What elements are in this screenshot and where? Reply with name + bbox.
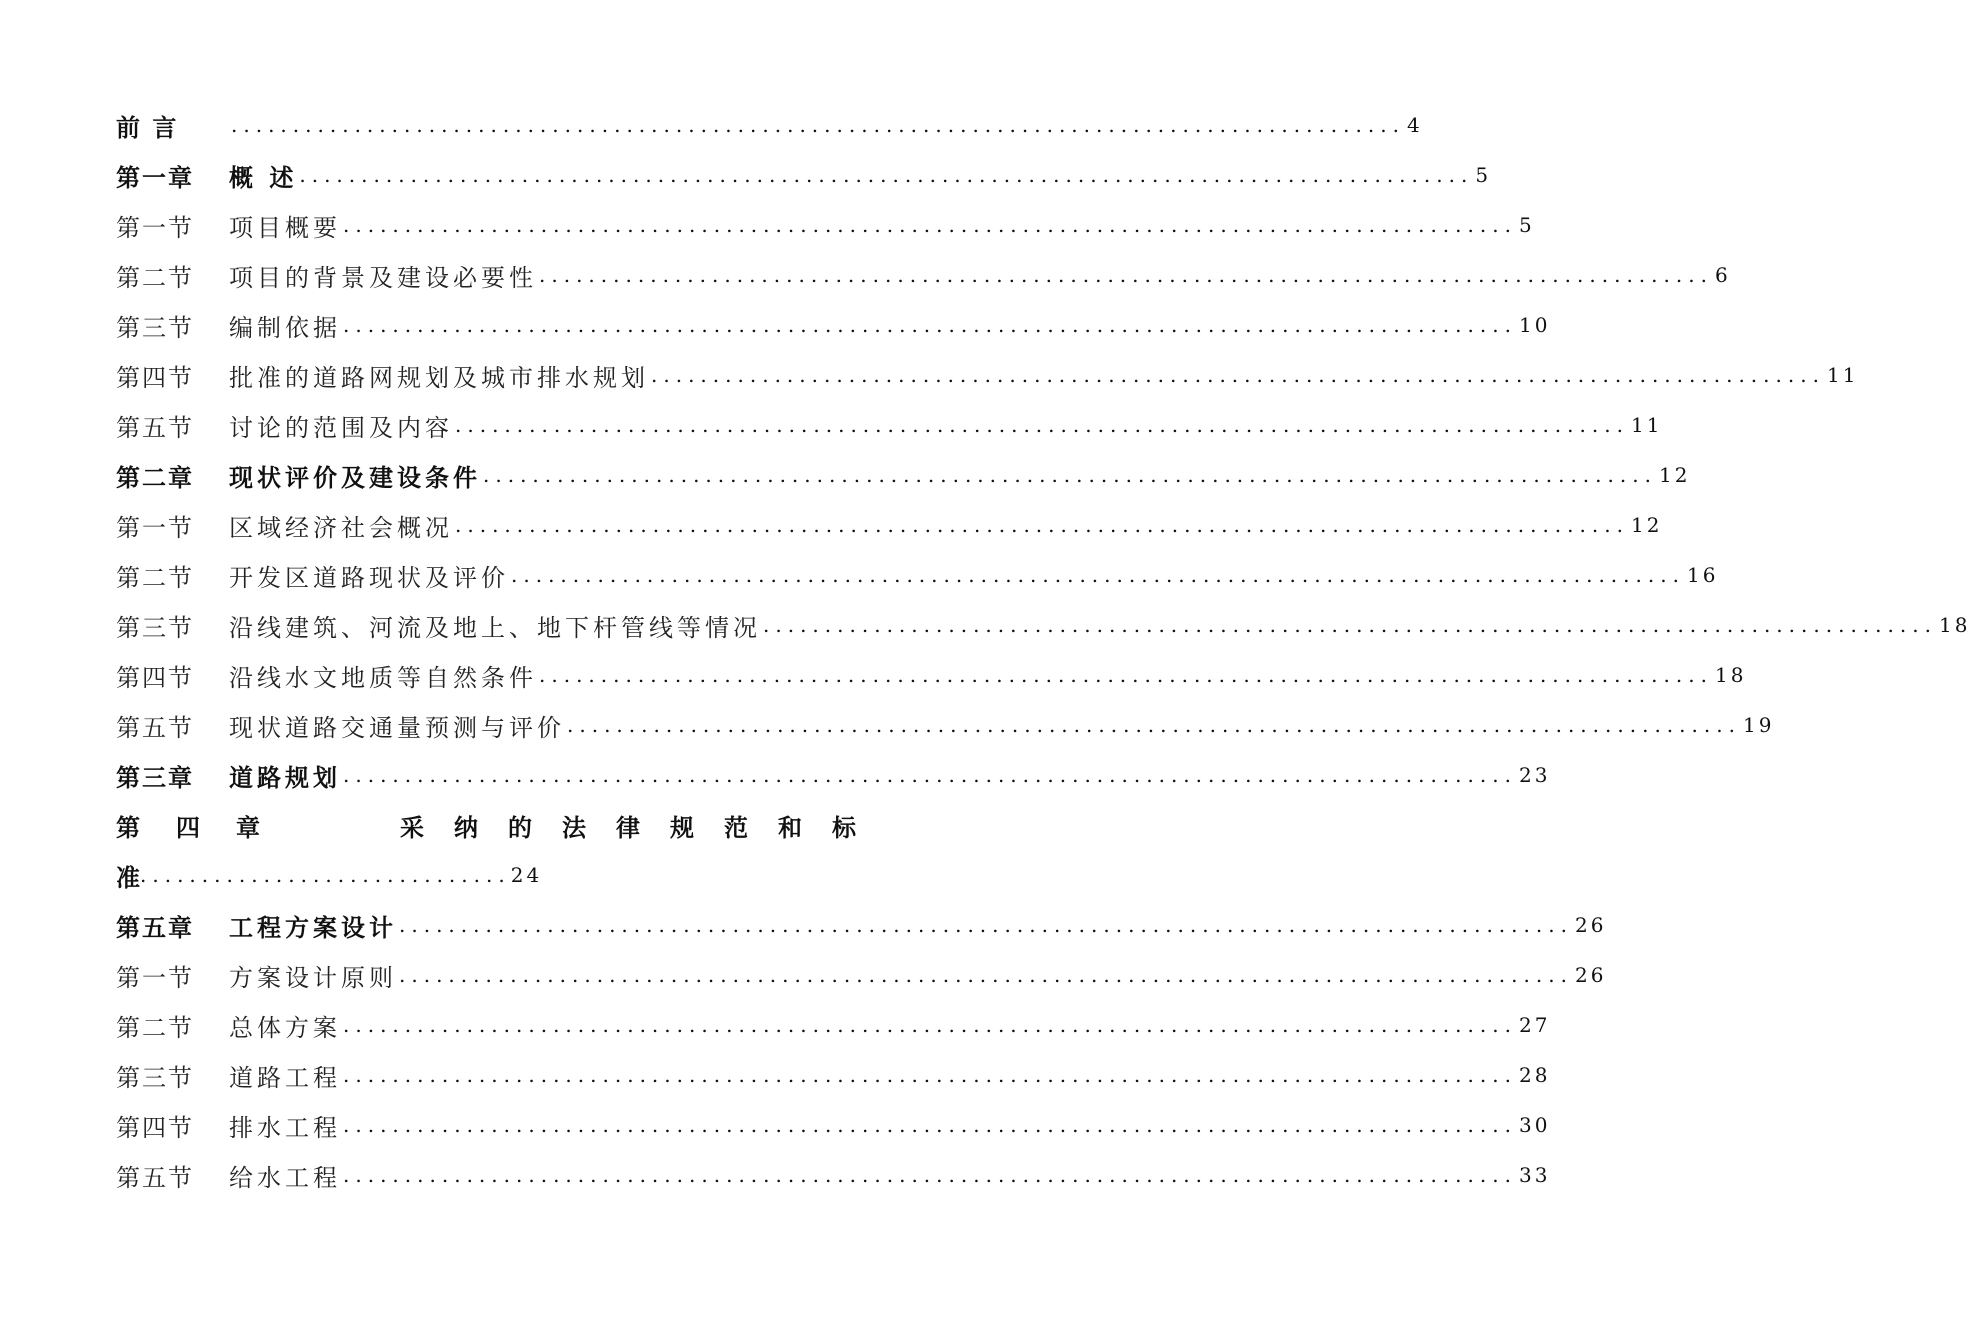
- page-number: 24: [510, 863, 543, 887]
- toc-entry-section[interactable]: [116, 650, 1747, 700]
- page-number: 23: [1518, 763, 1551, 787]
- page-number: 11: [1630, 413, 1663, 437]
- section-number: 第五节: [116, 413, 194, 442]
- toc-leader-dots: ...............................................................................................: [455, 513, 1629, 537]
- toc-entry-section[interactable]: [116, 250, 1731, 300]
- toc-leader-dots: ...............................................................................................: [651, 363, 1825, 387]
- chapter-number: 第一章: [116, 162, 194, 192]
- section-number: 第一节: [116, 213, 194, 242]
- toc-entry-section[interactable]: [116, 300, 1551, 350]
- section-number: 第四节: [116, 663, 194, 692]
- page-number: 33: [1518, 1163, 1551, 1187]
- chapter-4-title-char: 范: [724, 812, 748, 842]
- chapter-4-char: 章: [236, 812, 260, 842]
- page-number: 5: [1475, 163, 1492, 187]
- page-number: 10: [1518, 313, 1551, 337]
- toc-leader-dots: ...............................................................................................: [539, 663, 1713, 687]
- toc-entry-chapter-4-line1[interactable]: [116, 800, 856, 850]
- section-number: 第五节: [116, 1163, 194, 1192]
- toc-leader-dots: ...............................................................................................: [455, 413, 1629, 437]
- chapter-title: 道路规划: [229, 762, 341, 792]
- page-number: 11: [1826, 363, 1859, 387]
- section-title: 现状道路交通量预测与评价: [229, 713, 565, 742]
- section-number: 第一节: [116, 963, 194, 992]
- chapter-4-title-char: 律: [616, 812, 640, 842]
- section-title: 沿线水文地质等自然条件: [229, 663, 537, 692]
- toc-leader-dots: ...............................................................................................: [343, 213, 1517, 237]
- chapter-title: 现状评价及建设条件: [229, 462, 481, 492]
- chapter-4-title-char: 和: [778, 812, 802, 842]
- toc-entry-chapter-4-line2[interactable]: [116, 850, 830, 900]
- page-number: 26: [1574, 963, 1607, 987]
- toc-entry-section[interactable]: [116, 950, 1607, 1000]
- page-number: 5: [1518, 213, 1535, 237]
- section-title: 区域经济社会概况: [229, 513, 453, 542]
- chapter-4-title-char: 法: [562, 812, 586, 842]
- section-number: 第三节: [116, 313, 194, 342]
- section-number: 第二节: [116, 563, 194, 592]
- toc-leader-dots: ...............................................................................................: [399, 913, 1573, 937]
- toc-entry-chapter[interactable]: [116, 100, 1423, 150]
- section-number: 第二节: [116, 263, 194, 292]
- page-number: 12: [1658, 463, 1691, 487]
- chapter-4-char: 四: [176, 812, 200, 842]
- toc-leader-dots: ...............................................................................................: [763, 613, 1937, 637]
- section-number: 第三节: [116, 1063, 194, 1092]
- chapter-number: 第三章: [116, 762, 194, 792]
- chapter-4-title-char: 标: [832, 812, 856, 842]
- chapter-title: 工程方案设计: [229, 912, 397, 942]
- toc-entry-section[interactable]: [116, 1100, 1551, 1150]
- toc-leader-dots: ...............................................................................................: [399, 963, 1573, 987]
- table-of-contents: [116, 100, 1970, 1200]
- section-number: 第二节: [116, 1013, 194, 1042]
- toc-leader-dots: ...............................................................................................: [231, 113, 1405, 137]
- toc-entry-chapter[interactable]: [116, 750, 1551, 800]
- toc-entry-section[interactable]: [116, 350, 1859, 400]
- page-number: 27: [1518, 1013, 1551, 1037]
- section-number: 第三节: [116, 613, 194, 642]
- page-number: 12: [1630, 513, 1663, 537]
- section-title: 给水工程: [229, 1163, 341, 1192]
- page-number: 4: [1406, 113, 1423, 137]
- page-number: 16: [1686, 563, 1719, 587]
- toc-leader-dots: ...............................................................................................: [539, 263, 1713, 287]
- toc-leader-dots: ...............................................................................................: [299, 163, 1474, 187]
- section-title: 方案设计原则: [229, 963, 397, 992]
- section-title: 讨论的范围及内容: [229, 413, 453, 442]
- toc-entry-section[interactable]: [116, 1150, 1551, 1200]
- toc-entry-section[interactable]: [116, 1050, 1551, 1100]
- toc-entry-section[interactable]: [116, 600, 1970, 650]
- toc-entry-chapter[interactable]: [116, 900, 1607, 950]
- section-title: 开发区道路现状及评价: [229, 563, 509, 592]
- section-title: 总体方案: [229, 1013, 341, 1042]
- page-number: 6: [1714, 263, 1731, 287]
- page-number: 19: [1742, 713, 1775, 737]
- toc-leader-dots: ...............................................................................................: [343, 763, 1517, 787]
- toc-entry-section[interactable]: [116, 550, 1719, 600]
- chapter-4-title-char: 规: [670, 812, 694, 842]
- chapter-4-number: [116, 808, 260, 843]
- chapter-4-title-char: 采: [400, 812, 424, 842]
- chapter-4-title-char: 的: [508, 812, 532, 842]
- toc-entry-chapter[interactable]: [116, 450, 1691, 500]
- chapter-4-title-continuation: 准: [116, 862, 140, 892]
- toc-leader-dots: ...............................................................................................: [567, 713, 1741, 737]
- section-title: 道路工程: [229, 1063, 341, 1092]
- chapter-number: 第二章: [116, 462, 194, 492]
- page-number: 30: [1518, 1113, 1551, 1137]
- chapter-number: 第五章: [116, 912, 194, 942]
- toc-part-1: [116, 100, 1970, 800]
- toc-leader-dots: ...............................................................................................: [511, 563, 1685, 587]
- page-number: 28: [1518, 1063, 1551, 1087]
- chapter-4-title-char: 纳: [454, 812, 478, 842]
- section-title: 排水工程: [229, 1113, 341, 1142]
- toc-leader-dots: ...............................................................................................: [343, 1063, 1517, 1087]
- section-number: 第五节: [116, 713, 194, 742]
- toc-leader-dots: ...............................................................................................: [343, 313, 1517, 337]
- chapter-number: 前 言: [116, 112, 179, 142]
- toc-leader-dots: ..............................: [140, 863, 511, 887]
- section-title: 沿线建筑、河流及地上、地下杆管线等情况: [229, 613, 761, 642]
- section-title: 编制依据: [229, 313, 341, 342]
- toc-leader-dots: ...............................................................................................: [483, 463, 1657, 487]
- page-number: 18: [1938, 613, 1970, 637]
- chapter-4-char: 第: [116, 812, 140, 842]
- section-number: 第四节: [116, 363, 194, 392]
- toc-leader-dots: ...............................................................................................: [343, 1113, 1517, 1137]
- toc-part-2: [116, 900, 1607, 1200]
- page-number: 26: [1574, 913, 1607, 937]
- section-title: 项目概要: [229, 213, 341, 242]
- section-title: 项目的背景及建设必要性: [229, 263, 537, 292]
- chapter-4-title: [400, 808, 856, 843]
- toc-entry-chapter[interactable]: [116, 150, 1492, 200]
- toc-entry-section[interactable]: [116, 700, 1775, 750]
- toc-entry-section[interactable]: [116, 500, 1663, 550]
- section-title: 批准的道路网规划及城市排水规划: [229, 363, 649, 392]
- chapter-title: 概 述: [229, 162, 298, 192]
- section-number: 第四节: [116, 1113, 194, 1142]
- toc-leader-dots: ...............................................................................................: [343, 1163, 1517, 1187]
- section-number: 第一节: [116, 513, 194, 542]
- toc-entry-section[interactable]: [116, 200, 1535, 250]
- toc-entry-section[interactable]: [116, 400, 1663, 450]
- toc-entry-section[interactable]: [116, 1000, 1551, 1050]
- page-number: 18: [1714, 663, 1747, 687]
- toc-leader-dots: ...............................................................................................: [343, 1013, 1517, 1037]
